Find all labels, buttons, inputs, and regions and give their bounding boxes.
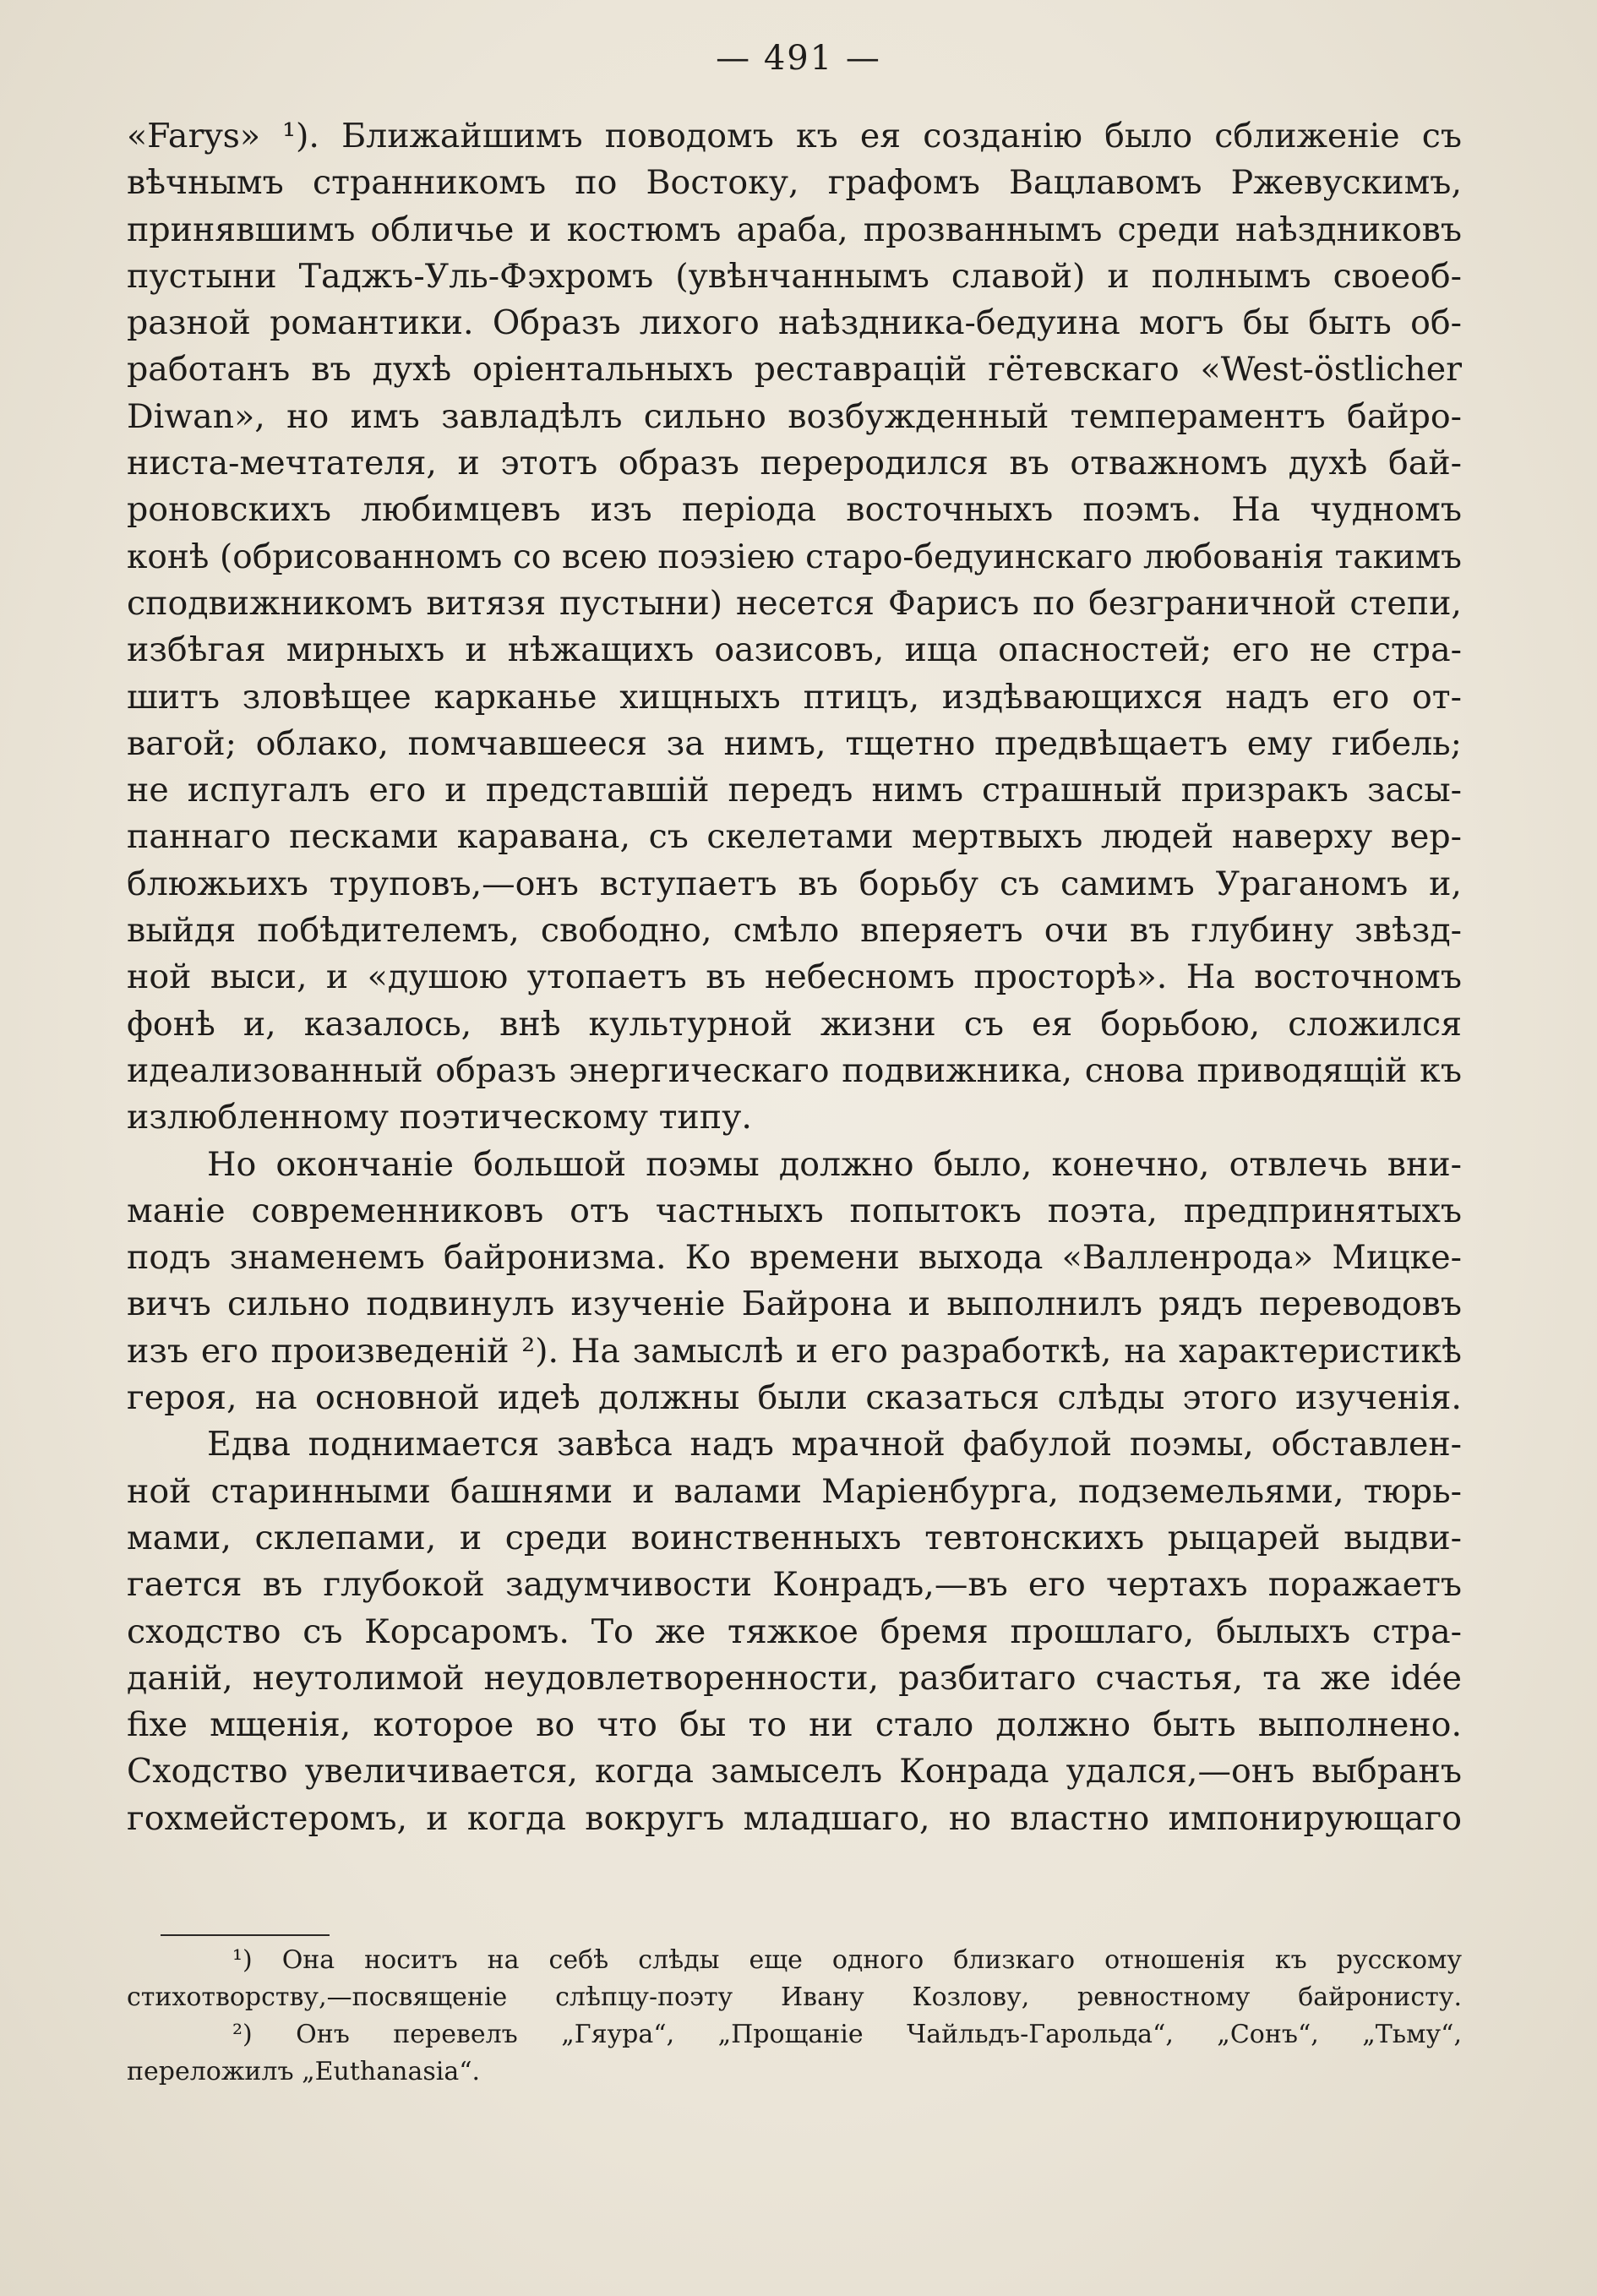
text-line: роновскихъ любимцевъ изъ періода восточныхъ поэмъ. На чудномъ (127, 490, 1462, 530)
text-line: фонѣ и, казалось, внѣ культурной жизни съ ея борьбою, сложился (127, 1004, 1462, 1044)
text-line: выйдя побѣдителемъ, свободно, смѣло вперяетъ очи въ глубину звѣзд- (127, 911, 1462, 951)
text-line: маніе современниковъ отъ частныхъ попытокъ поэта, предпринятыхъ (127, 1191, 1462, 1230)
footnote-2-line: ²) Онъ перевелъ „Гяура“, „Прощаніе Чайльдъ-Гарольда“, „Сонъ“, „Тьму“, (232, 2020, 1462, 2049)
text-line: шитъ зловѣщее карканье хищныхъ птицъ, издѣвающихся надъ его от- (127, 677, 1462, 717)
text-line: даній, неутолимой неудовлетворенности, разбитаго счастья, та же idée (127, 1658, 1462, 1698)
paragraph-end-line: героя, на основной идеѣ должны были сказаться слѣды этого изученія. (127, 1378, 1462, 1418)
text-line: ной выси, и «душою утопаетъ въ небесномъ просторѣ». На восточномъ (127, 957, 1462, 997)
text-line: мами, склепами, и среди воинственныхъ тевтонскихъ рыцарей выдви- (127, 1518, 1462, 1557)
text-line: вичъ сильно подвинулъ изученіе Байрона и выполнилъ рядъ переводовъ (127, 1284, 1462, 1324)
text-line: Сходство увеличивается, когда замыселъ Конрада удался,—онъ выбранъ (127, 1752, 1462, 1792)
paragraph-end-line: излюбленному поэтическому типу. (127, 1098, 752, 1137)
page-number: — 491 — (716, 39, 881, 78)
footnote-divider (161, 1934, 330, 1936)
text-line: принявшимъ обличье и костюмъ араба, прозваннымъ среди наѣздниковъ (127, 210, 1462, 249)
text-line: вѣчнымъ странникомъ по Востоку, графомъ Вацлавомъ Ржевускимъ, (127, 163, 1462, 203)
text-line: «Farys» ¹). Ближайшимъ поводомъ къ ея созданію было сближеніе съ (127, 117, 1462, 155)
text-line: пустыни Таджъ-Уль-Фэхромъ (увѣнчаннымъ славой) и полнымъ своеоб- (127, 256, 1462, 296)
footnotes (127, 1942, 1462, 2091)
text-line: вагой; облако, помчавшееся за нимъ, тщетно предвѣщаетъ ему гибель; (127, 723, 1462, 763)
footnote-1-line: стихотворству,—посвященіе слѣпцу-поэту Ивану Козлову, ревностному байронисту. (127, 1982, 1462, 2012)
text-line: ниста-мечтателя, и этотъ образъ переродился въ отважномъ духѣ бай- (127, 444, 1462, 483)
text-line: работанъ въ духѣ оріентальныхъ реставрацій гётевскаго «West-östlicher (127, 350, 1462, 390)
text-line: идеализованный образъ энергическаго подвижника, снова приводящій къ (127, 1050, 1462, 1090)
text-line: паннаго песками каравана, съ скелетами мертвыхъ людей наверху вер- (127, 817, 1462, 857)
text-line: сподвижникомъ витязя пустыни) несется Фарисъ по безграничной степи, (127, 583, 1462, 623)
text-line: гохмейстеромъ, и когда вокругъ младшаго, но властно импонирующаго (127, 1798, 1462, 1838)
text-line: избѣгая мирныхъ и нѣжащихъ оазисовъ, ища опасностей; его не стра- (127, 630, 1462, 670)
text-line: изъ его произведеній ²). На замыслѣ и его разработкѣ, на характеристикѣ (127, 1331, 1462, 1371)
text-line: ной старинными башнями и валами Маріенбурга, подземельями, тюрь- (127, 1471, 1462, 1511)
text-line: конѣ (обрисованномъ со всею поэзіею старо-бедуинскаго любованія такимъ (127, 537, 1462, 576)
text-line: Diwan», но имъ завладѣлъ сильно возбужденный темпераментъ байро- (127, 396, 1462, 436)
footnote-2-line: переложилъ „Euthanasia“. (127, 2057, 481, 2086)
text-line: не испугалъ его и представшій передъ нимъ страшный призракъ засы- (127, 771, 1462, 810)
text-line: разной романтики. Образъ лихого наѣздника-бедуина могъ бы быть об- (127, 303, 1462, 343)
paragraph-start-line: Но окончаніе большой поэмы должно было, конечно, отвлечь вни- (207, 1144, 1462, 1184)
body-text (127, 113, 1462, 1842)
footnote-1-line: ¹) Она носитъ на себѣ слѣды еще одного близкаго отношенія къ русскому (232, 1945, 1462, 1975)
text-line: гается въ глубокой задумчивости Конрадъ,—въ его чертахъ поражаетъ (127, 1565, 1462, 1605)
paragraph-start-line: Едва поднимается завѣса надъ мрачной фабулой поэмы, обставлен- (207, 1425, 1462, 1464)
text-line: fixe мщенія, которое во что бы то ни стало должно быть выполнено. (127, 1705, 1462, 1745)
text-line: подъ знаменемъ байронизма. Ко времени выхода «Валленрода» Мицке- (127, 1238, 1462, 1278)
text-line: сходство съ Корсаромъ. То же тяжкое бремя прошлаго, былыхъ стра- (127, 1612, 1462, 1651)
text-line: блюжьихъ труповъ,—онъ вступаетъ въ борьбу съ самимъ Ураганомъ и, (127, 864, 1462, 903)
